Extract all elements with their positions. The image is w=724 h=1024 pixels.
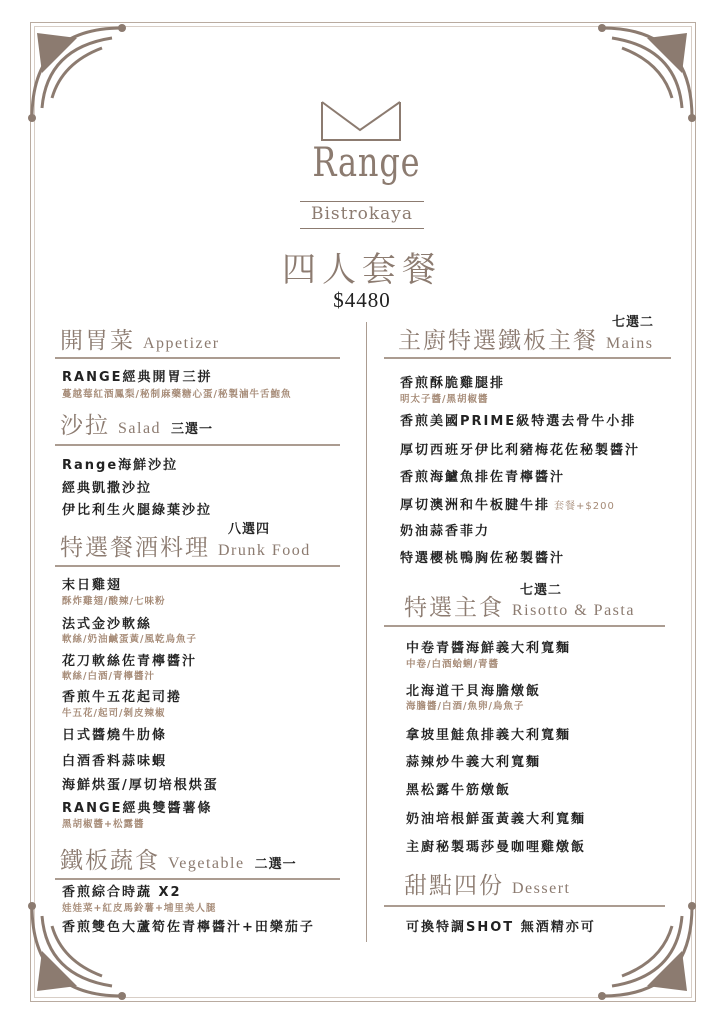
menu-item-description: 軟絲/白酒/青檸醬汁 [62, 671, 155, 682]
menu-item-name: 主廚秘製瑪莎曼咖哩雞燉飯 [406, 840, 587, 855]
menu-item-name: 厚切西班牙伊比利豬梅花佐秘製醬汁 [400, 443, 641, 458]
section-title-zh: 鐵板蔬食 [60, 848, 160, 874]
menu-item-name: 香煎酥脆雞腿排 [400, 376, 506, 391]
column-divider [366, 322, 367, 942]
section-heading-vegetable [60, 842, 297, 875]
menu-item-name: 北海道干貝海膽燉飯 [406, 684, 542, 699]
menu-item-description: 軟絲/奶油鹹蛋黃/風乾烏魚子 [62, 634, 197, 645]
menu-item-description: 中卷/白酒蛤蜊/青醬 [406, 659, 499, 670]
menu-item [62, 797, 213, 816]
menu-item-name: 伊比利生火腿綠葉沙拉 [62, 503, 213, 518]
menu-item [400, 494, 615, 513]
menu-item [62, 454, 178, 473]
menu-item [400, 520, 490, 539]
menu-item [62, 613, 152, 632]
menu-item-name: 海鮮烘蛋/厚切培根烘蛋 [62, 778, 219, 793]
menu-item [400, 410, 636, 429]
logo-rule [300, 228, 424, 229]
section-title-en: Dessert [512, 880, 571, 897]
menu-item-name: 拿坡里鮭魚排義大利寬麵 [406, 728, 572, 743]
menu-item [406, 836, 586, 855]
menu-item-name: 奶油培根鮮蛋黃義大利寬麵 [406, 812, 587, 827]
menu-item [406, 724, 571, 743]
logo-rule [300, 201, 424, 202]
menu-item [62, 574, 122, 593]
menu-item [62, 774, 219, 793]
menu-item-name: 特選櫻桃鴨胸佐秘製醬汁 [400, 551, 566, 566]
choice-note: 七選二 [612, 315, 655, 330]
menu-item-description: 牛五花/起司/剝皮辣椒 [62, 708, 166, 719]
menu-item [406, 751, 541, 770]
menu-item [62, 686, 182, 705]
menu-item-description: 黑胡椒醬+松露醬 [62, 819, 145, 830]
menu-item-name: RANGE經典開胃三拼 [62, 370, 213, 385]
menu-item-name: 白酒香料蒜味蝦 [62, 754, 168, 769]
menu-item-name: RANGE經典雙醬薯條 [62, 801, 213, 816]
menu-item [62, 499, 212, 518]
section-rule [55, 444, 340, 446]
brand-logo-text: Range [312, 140, 421, 186]
section-title-en: Risotto & Pasta [512, 602, 635, 619]
choice-note: 三選一 [171, 422, 214, 437]
menu-item-name: 黑松露牛筋燉飯 [406, 783, 512, 798]
menu-item [406, 779, 511, 798]
menu-item-name: 蒜辣炒牛義大利寬麵 [406, 755, 542, 770]
section-rule [384, 905, 665, 907]
choice-note: 七選二 [520, 583, 563, 598]
menu-item [62, 750, 167, 769]
corner-ornament-top-right [592, 18, 702, 128]
section-title-en: Mains [606, 335, 654, 352]
section-title-zh: 特選餐酒料理 [60, 535, 210, 561]
section-rule [55, 878, 340, 880]
menu-item-description: 明太子醬/黑胡椒醬 [400, 394, 489, 405]
section-heading-drunk_food [60, 529, 311, 562]
menu-item [62, 881, 182, 900]
section-title-en: Drunk Food [218, 542, 311, 559]
section-title-zh: 甜點四份 [404, 873, 504, 899]
section-title-en: Vegetable [168, 855, 245, 872]
menu-item-name: 厚切澳洲和牛板腱牛排 [400, 498, 551, 513]
section-heading-dessert [404, 867, 570, 900]
menu-item [400, 372, 505, 391]
choice-note: 二選一 [254, 857, 297, 872]
envelope-logo-icon [320, 100, 404, 142]
section-title-en: Appetizer [143, 335, 220, 352]
menu-item-name: 香煎牛五花起司捲 [62, 690, 183, 705]
section-rule [384, 625, 665, 627]
menu-item [406, 680, 541, 699]
menu-item-description: 海膽醬/白酒/魚卵/烏魚子 [406, 701, 525, 712]
menu-item [400, 547, 565, 566]
section-heading-salad [60, 407, 213, 440]
section-title-zh: 特選主食 [404, 595, 504, 621]
menu-item [400, 439, 640, 458]
menu-item [400, 466, 565, 485]
menu-item-name: Range海鮮沙拉 [62, 458, 179, 473]
page-title: 四人套餐 [282, 250, 442, 290]
menu-item-name: 奶油蒜香菲力 [400, 524, 491, 539]
menu-item [62, 724, 167, 743]
menu-item [62, 366, 213, 385]
menu-item-name: 中卷青醬海鮮義大利寬麵 [406, 641, 572, 656]
menu-item [406, 637, 571, 656]
menu-item [406, 916, 596, 935]
sub-brand: Bistrokaya [310, 204, 414, 224]
upcharge-note: 套餐+$200 [554, 501, 615, 512]
corner-ornament-top-left [22, 18, 132, 128]
menu-item-name: 可換特調SHOT 無酒精亦可 [406, 920, 596, 935]
menu-item-description: 蔓越莓紅酒鳳梨/秘制麻藥糖心蛋/秘製滷牛舌鮑魚 [62, 389, 292, 400]
section-rule [55, 565, 340, 567]
section-heading-appetizer [60, 322, 220, 355]
menu-item [62, 650, 197, 669]
menu-item-name: 香煎雙色大蘆筍佐青檸醬汁+田樂茄子 [62, 920, 315, 935]
menu-item [62, 916, 315, 935]
menu-item-description: 娃娃菜+紅皮馬鈴薯+埔里美人腿 [62, 903, 217, 914]
section-title-en: Salad [118, 420, 162, 437]
menu-item-name: 香煎海鱸魚排佐青檸醬汁 [400, 470, 566, 485]
menu-item [406, 808, 586, 827]
menu-item-name: 末日雞翅 [62, 578, 123, 593]
menu-item [62, 477, 152, 496]
menu-item-name: 香煎美國PRIME級特選去骨牛小排 [400, 414, 637, 429]
menu-item-description: 酥炸雞翅/酸辣/七味粉 [62, 596, 166, 607]
corner-ornament-bottom-right [592, 896, 702, 1006]
menu-item-name: 香煎綜合時蔬 X2 [62, 885, 182, 900]
section-title-zh: 沙拉 [60, 413, 110, 439]
section-title-zh: 開胃菜 [60, 328, 135, 354]
choice-note: 八選四 [228, 522, 271, 537]
menu-item-name: 法式金沙軟絲 [62, 617, 153, 632]
menu-item-name: 日式醬燒牛肋條 [62, 728, 168, 743]
section-rule [55, 357, 340, 359]
section-rule [384, 357, 671, 359]
set-price: $4480 [333, 288, 391, 312]
menu-item-name: 花刀軟絲佐青檸醬汁 [62, 654, 198, 669]
menu-item-name: 經典凱撒沙拉 [62, 481, 153, 496]
section-title-zh: 主廚特選鐵板主餐 [398, 328, 598, 354]
